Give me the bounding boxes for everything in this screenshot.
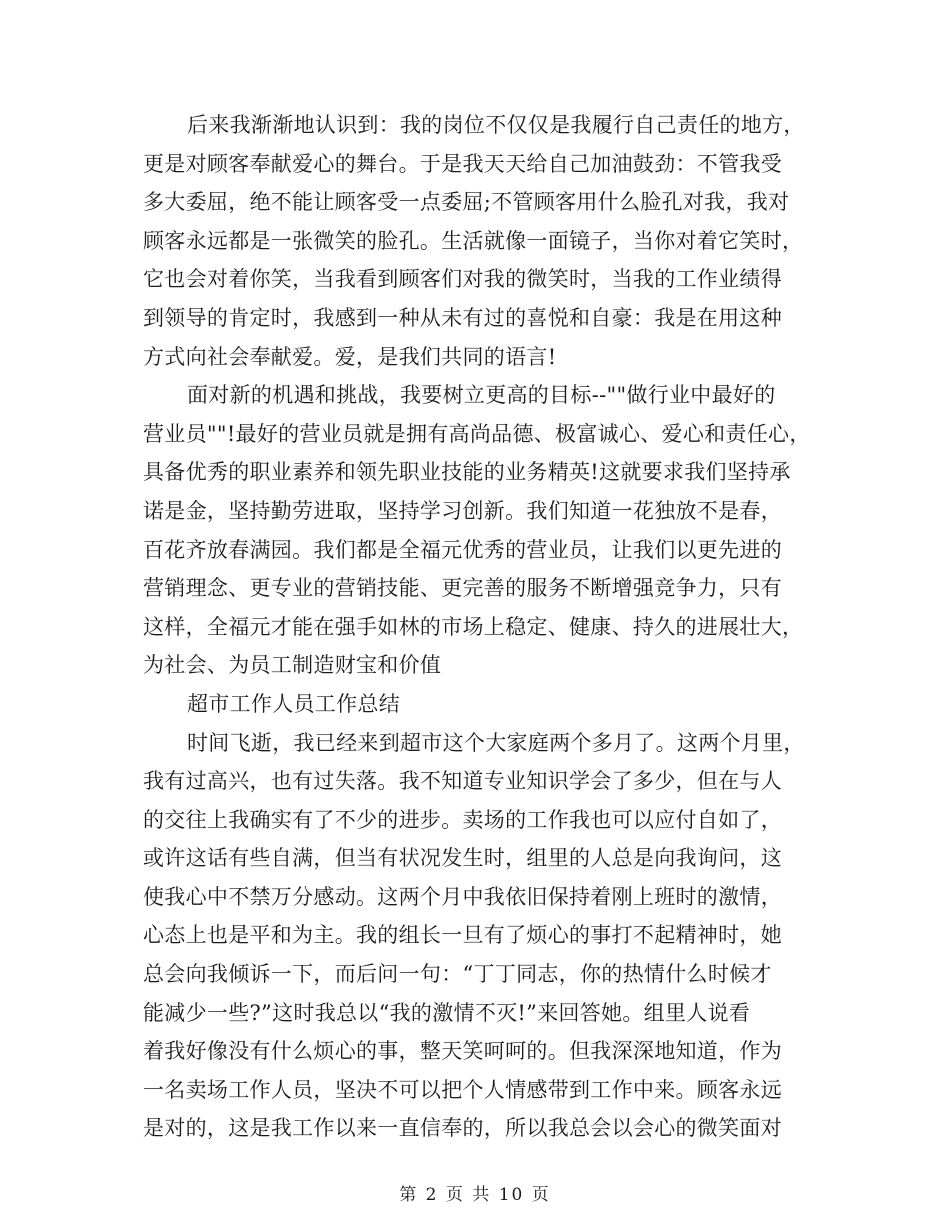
text-line: 百花齐放春满园。我们都是全福元优秀的营业员，让我们以更先进的 xyxy=(143,537,782,562)
text-line: 顾客永远都是一张微笑的脸孔。生活就像一面镜子，当你对着它笑时， xyxy=(143,228,804,253)
text-line: 营销理念、更专业的营销技能、更完善的服务不断增强竞争力，只有 xyxy=(143,576,782,601)
text-line: 着我好像没有什么烦心的事，整天笑呵呵的。但我深深地知道，作为 xyxy=(143,1039,782,1064)
text-line: 能减少一些?”这时我总以“我的激情不灭!”来回答她。组里人说看 xyxy=(143,1000,751,1025)
text-line: 或许这话有些自满，但当有状况发生时，组里的人总是向我询问，这 xyxy=(143,846,782,871)
text-line: 是对的，这是我工作以来一直信奉的，所以我总会以会心的微笑面对 xyxy=(143,1116,782,1141)
text-line: 更是对顾客奉献爱心的舞台。于是我天天给自己加油鼓劲：不管我受 xyxy=(143,151,782,176)
text-line: 使我心中不禁万分感动。这两个月中我依旧保持着刚上班时的激情， xyxy=(143,884,782,909)
text-line: 后来我渐渐地认识到：我的岗位不仅仅是我履行自己责任的地方， xyxy=(187,113,805,137)
text-line: 多大委屈，绝不能让顾客受一点委屈;不管顾客用什么脸孔对我，我对 xyxy=(143,190,790,215)
document-body xyxy=(143,106,823,1148)
text-line: 营业员""!最好的营业员就是拥有高尚品德、极富诚心、爱心和责任心， xyxy=(143,421,811,446)
text-line: 一名卖场工作人员，坚决不可以把个人情感带到工作中来。顾客永远 xyxy=(143,1077,782,1102)
text-line: 具备优秀的职业素养和领先职业技能的业务精英!这就要求我们坚持承 xyxy=(143,460,791,485)
text-line: 这样，全福元才能在强手如林的市场上稳定、健康、持久的进展壮大， xyxy=(143,614,804,639)
text-line: 心态上也是平和为主。我的组长一旦有了烦心的事打不起精神时，她 xyxy=(143,923,782,948)
text-line: 时间飞逝，我已经来到超市这个大家庭两个多月了。这两个月里， xyxy=(187,730,805,755)
text-line: 诺是金，坚持勤劳进取，坚持学习创新。我们知道一花独放不是春， xyxy=(143,498,782,523)
text-line: 我有过高兴，也有过失落。我不知道专业知识学会了多少，但在与人 xyxy=(143,769,782,794)
text-line: 的交往上我确实有了不少的进步。卖场的工作我也可以应付自如了， xyxy=(143,807,782,832)
text-line: 为社会、为员工制造财宝和价值 xyxy=(143,653,442,678)
text-line: 它也会对着你笑，当我看到顾客们对我的微笑时，当我的工作业绩得 xyxy=(143,267,782,292)
page-number-footer: 第 2 页 共 10 页 xyxy=(399,1185,551,1205)
text-line: 面对新的机遇和挑战，我要树立更高的目标--""做行业中最好的 xyxy=(187,383,776,408)
text-line: 方式向社会奉献爱。爱，是我们共同的语言! xyxy=(143,344,557,369)
text-line: 到领导的肯定时，我感到一种从未有过的喜悦和自豪：我是在用这种 xyxy=(143,305,782,330)
text-line: 超市工作人员工作总结 xyxy=(187,691,400,716)
text-line: 总会向我倾诉一下，而后问一句：“丁丁同志，你的热情什么时候才 xyxy=(143,962,772,987)
